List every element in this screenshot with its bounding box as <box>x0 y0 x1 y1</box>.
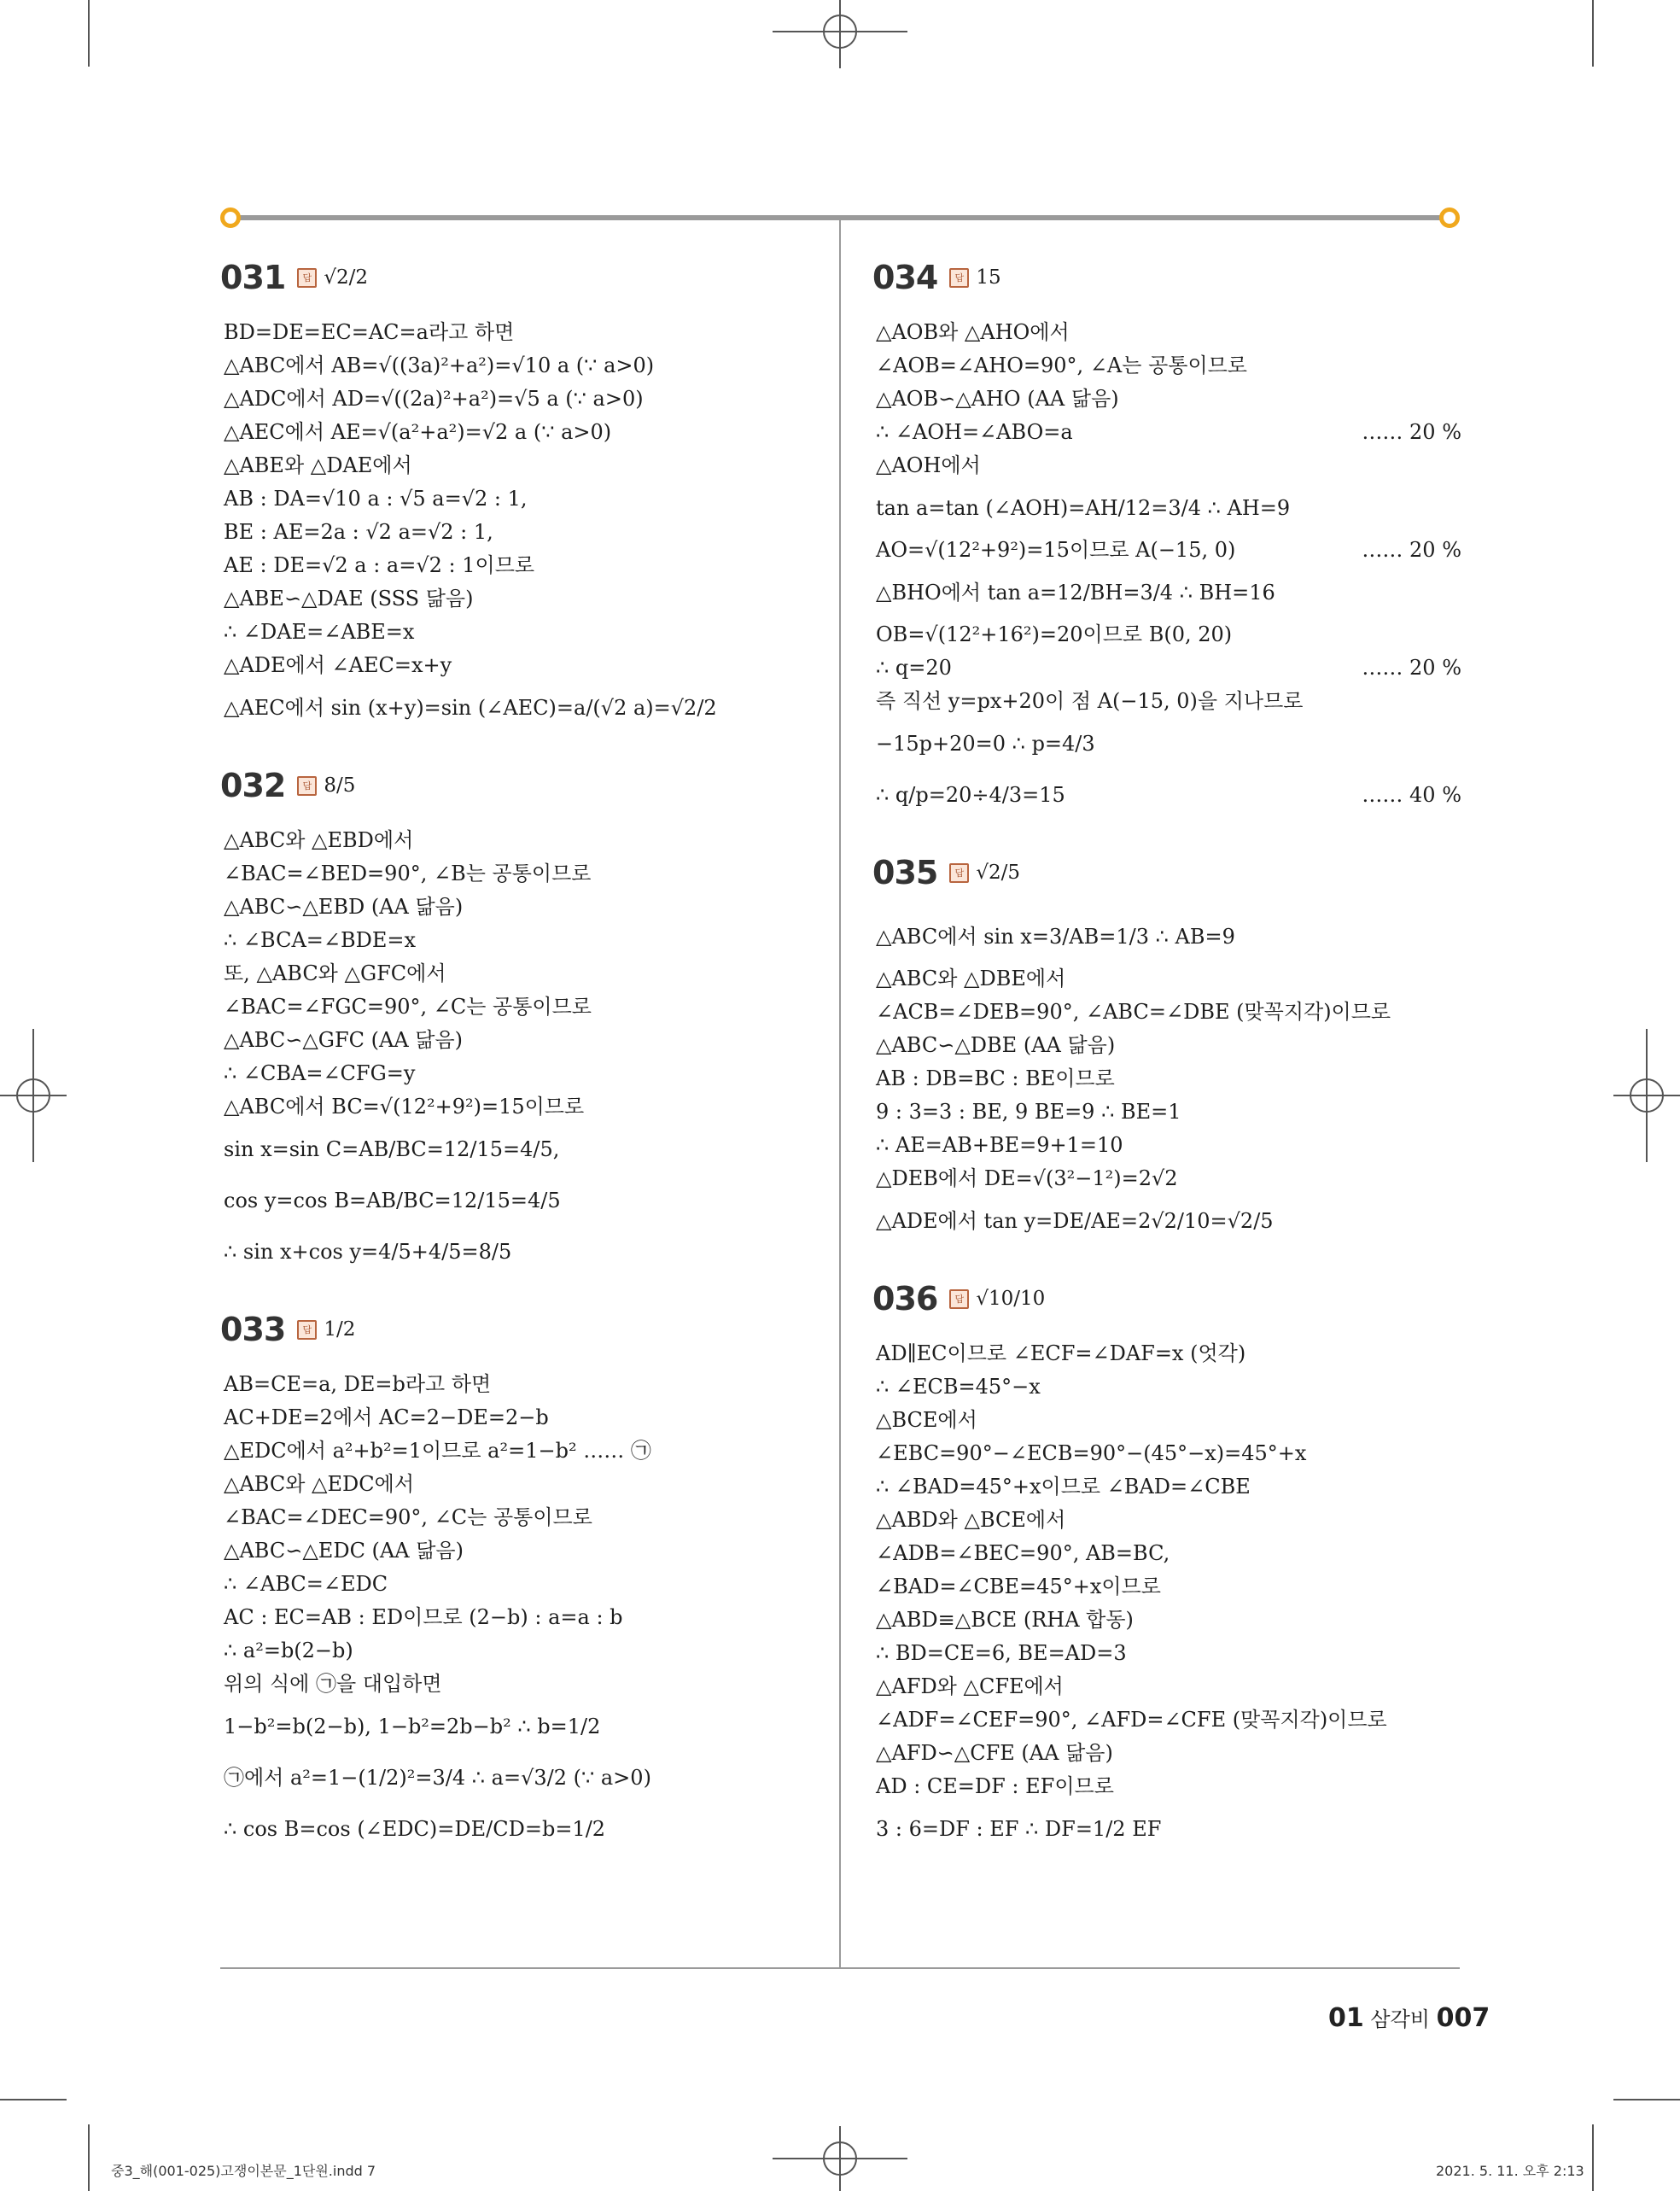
solution-text: ∴ ∠BAD=45°+x이므로 ∠BAD=∠CBE <box>876 1475 1251 1499</box>
solution-line <box>872 449 1461 482</box>
registration-mark <box>1630 1078 1664 1113</box>
solution-line <box>872 1162 1461 1195</box>
solution-line <box>220 924 814 957</box>
solution-text: cos y=cos B=AB/BC=12/15=4/5 <box>224 1189 561 1212</box>
solution-text: AO=√(12²+9²)=15이므로 A(−15, 0) <box>876 538 1236 562</box>
solution-line <box>872 618 1461 651</box>
answer-badge: 답 <box>949 268 969 288</box>
solution-text: △ABC∽△EBD (AA 닮음) <box>224 895 464 919</box>
answer-value: 15 <box>976 266 1001 289</box>
problem-header <box>220 1300 814 1359</box>
right-ornament <box>1439 207 1460 228</box>
solution-text: ∴ ∠CBA=∠CFG=y <box>224 1061 416 1085</box>
solution-line <box>220 1534 814 1568</box>
solution-line <box>872 685 1461 718</box>
solution-line <box>872 1129 1461 1162</box>
solution-line <box>872 996 1461 1029</box>
solution-text: △ABC에서 BC=√(12²+9²)=15이므로 <box>224 1095 585 1119</box>
solution-text: AC : EC=AB : ED이므로 (2−b) : a=a : b <box>224 1605 623 1629</box>
score-percent: …… 20 % <box>1362 656 1461 680</box>
solution-text: △AOB와 △AHO에서 <box>876 320 1070 344</box>
solution-line <box>872 1404 1461 1437</box>
solution-text: ∴ q=20 <box>876 656 952 680</box>
chapter-title: 삼각비 <box>1370 2007 1430 2031</box>
solution-line <box>220 1175 814 1226</box>
answer-value: 1/2 <box>324 1318 356 1341</box>
solution-line <box>220 549 814 582</box>
solution-line <box>872 1537 1461 1570</box>
solution-line <box>872 316 1461 349</box>
solution-text: BE : AE=2a : √2 a=√2 : 1, <box>224 520 493 544</box>
problem-header <box>220 756 814 815</box>
problem-number: 033 <box>220 1311 286 1348</box>
answer-badge: 답 <box>949 863 969 883</box>
solution-line <box>872 349 1461 383</box>
solution-line <box>220 1226 814 1277</box>
slug-date: 2021. 5. 11. 오후 2:13 <box>1436 2163 1584 2179</box>
solution-line <box>872 1604 1461 1637</box>
solution-text: △ABC에서 AB=√((3a)²+a²)=√10 a (∵ a>0) <box>224 353 655 377</box>
solution-line <box>220 449 814 482</box>
solution-line <box>872 1096 1461 1129</box>
chapter-number: 01 <box>1328 2003 1364 2033</box>
solution-line <box>220 1468 814 1501</box>
solution-line <box>872 911 1461 962</box>
solution-text: △ADE에서 ∠AEC=x+y <box>224 653 452 677</box>
solution-text: △ADC에서 AD=√((2a)²+a²)=√5 a (∵ a>0) <box>224 387 644 411</box>
solution-text: 또, △ABC와 △GFC에서 <box>224 961 446 985</box>
solution-text: ∴ ∠DAE=∠ABE=x <box>224 620 415 644</box>
registration-mark <box>823 15 857 49</box>
problem-number: 036 <box>872 1280 938 1318</box>
solution-line <box>872 383 1461 416</box>
solution-text: △ADE에서 tan y=DE/AE=2√2/10=√2/5 <box>876 1209 1274 1233</box>
solution-text: AD∥EC이므로 ∠ECF=∠DAF=x (엇각) <box>876 1341 1246 1365</box>
solution-text: 위의 식에 ㉠을 대입하면 <box>224 1672 442 1696</box>
solution-line <box>220 316 814 349</box>
score-percent: …… 20 % <box>1362 538 1461 562</box>
solution-text: tan a=tan (∠AOH)=AH/12=3/4 ∴ AH=9 <box>876 496 1291 520</box>
solution-line <box>220 1601 814 1634</box>
solution-line <box>220 1501 814 1534</box>
solution-line <box>220 1752 814 1803</box>
score-percent: …… 20 % <box>1362 420 1461 444</box>
solution-text: ∴ ∠BCA=∠BDE=x <box>224 928 417 952</box>
solution-text: ∴ a²=b(2−b) <box>224 1639 353 1662</box>
solution-text: BD=DE=EC=AC=a라고 하면 <box>224 320 515 344</box>
crop-mark <box>1613 2099 1680 2100</box>
left-column <box>220 248 814 1855</box>
solution-text: ∠ACB=∠DEB=90°, ∠ABC=∠DBE (맞꼭지각)이므로 <box>876 1000 1391 1024</box>
solution-line <box>220 1090 814 1124</box>
solution-text: ∴ BD=CE=6, BE=AD=3 <box>876 1641 1127 1665</box>
solution-text: ∠BAC=∠DEC=90°, ∠C는 공통이므로 <box>224 1505 592 1529</box>
registration-mark <box>16 1078 50 1113</box>
solution-line <box>872 718 1461 769</box>
solution-text: ∴ ∠ABC=∠EDC <box>224 1572 388 1596</box>
solution-line <box>220 1701 814 1752</box>
solution-text: △ABE와 △DAE에서 <box>224 453 412 477</box>
solution-line <box>220 416 814 449</box>
solution-line <box>872 1737 1461 1770</box>
solution-line <box>220 682 814 733</box>
solution-text: 9 : 3=3 : BE, 9 BE=9 ∴ BE=1 <box>876 1100 1181 1124</box>
crop-mark <box>0 2099 67 2100</box>
solution-line <box>872 534 1461 567</box>
solution-line <box>872 1803 1461 1855</box>
solution-text: ∠EBC=90°−∠ECB=90°−(45°−x)=45°+x <box>876 1441 1307 1465</box>
answer-value: √2/2 <box>324 266 368 289</box>
answer-badge: 답 <box>297 776 317 796</box>
solution-line <box>220 1634 814 1668</box>
solution-line <box>220 857 814 891</box>
solution-text: △ABC와 △DBE에서 <box>876 967 1066 990</box>
solution-text: AC+DE=2에서 AC=2−DE=2−b <box>224 1405 549 1429</box>
solution-line <box>220 1568 814 1601</box>
solution-line <box>220 990 814 1024</box>
problem-number: 032 <box>220 767 286 804</box>
solution-line <box>872 962 1461 996</box>
solution-text: △ABE∽△DAE (SSS 닮음) <box>224 587 474 611</box>
solution-text: ∴ ∠ECB=45°−x <box>876 1375 1041 1399</box>
solution-line <box>220 383 814 416</box>
solution-line <box>220 891 814 924</box>
solution-text: △ABC∽△DBE (AA 닮음) <box>876 1033 1116 1057</box>
solution-line <box>872 1370 1461 1404</box>
answer-badge: 답 <box>949 1289 969 1309</box>
solution-line <box>220 1803 814 1855</box>
solution-text: △AEC에서 sin (x+y)=sin (∠AEC)=a/(√2 a)=√2/2 <box>224 696 717 720</box>
solution-line <box>872 1029 1461 1062</box>
page-footer <box>1328 2002 1490 2033</box>
solution-line <box>872 1195 1461 1247</box>
solution-line <box>220 482 814 516</box>
solution-text: ∴ ∠AOH=∠ABO=a <box>876 420 1073 444</box>
problem-header <box>872 843 1461 903</box>
solution-text: AE : DE=√2 a : a=√2 : 1이므로 <box>224 553 535 577</box>
solution-line <box>220 582 814 616</box>
answer-value: √10/10 <box>976 1288 1046 1310</box>
solution-text: △ABC∽△EDC (AA 닮음) <box>224 1539 464 1563</box>
solution-line <box>220 516 814 549</box>
solution-text: △BHO에서 tan a=12/BH=3/4 ∴ BH=16 <box>876 581 1275 605</box>
solution-text: ∠ADB=∠BEC=90°, AB=BC, <box>876 1541 1170 1565</box>
solution-line <box>872 1437 1461 1470</box>
score-percent: …… 40 % <box>1362 783 1461 807</box>
crop-mark <box>1592 2124 1594 2191</box>
solution-line <box>872 1470 1461 1504</box>
solution-text: △ABD≡△BCE (RHA 합동) <box>876 1608 1134 1632</box>
solution-text: AB : DA=√10 a : √5 a=√2 : 1, <box>224 487 528 511</box>
solution-text: △ABC와 △EBD에서 <box>224 828 414 852</box>
solution-text: −15p+20=0 ∴ p=4/3 <box>876 732 1095 756</box>
solution-text: △ABD와 △BCE에서 <box>876 1508 1066 1532</box>
solution-text: △AFD와 △CFE에서 <box>876 1674 1064 1698</box>
crop-mark <box>88 0 90 67</box>
right-column <box>872 248 1461 1855</box>
solution-line <box>220 349 814 383</box>
solution-line <box>220 1124 814 1175</box>
registration-mark <box>823 2141 857 2176</box>
solution-line <box>872 1062 1461 1096</box>
crop-mark <box>1592 0 1594 67</box>
solution-line <box>872 1703 1461 1737</box>
solution-text: △DEB에서 DE=√(3²−1²)=2√2 <box>876 1166 1178 1190</box>
solution-line <box>220 1368 814 1401</box>
solution-text: 즉 직선 y=px+20이 점 A(−15, 0)을 지나므로 <box>876 689 1304 713</box>
solution-text: △EDC에서 a²+b²=1이므로 a²=1−b² …… ㉠ <box>224 1439 651 1463</box>
solution-text: ∠AOB=∠AHO=90°, ∠A는 공통이므로 <box>876 353 1247 377</box>
solution-line <box>872 651 1461 685</box>
solution-line <box>872 567 1461 618</box>
solution-text: △AOB∽△AHO (AA 닮음) <box>876 387 1119 411</box>
solution-line <box>220 1668 814 1701</box>
solution-text: AB : DB=BC : BE이므로 <box>876 1066 1115 1090</box>
solution-line <box>220 957 814 990</box>
solution-text: ∠BAD=∠CBE=45°+x이므로 <box>876 1575 1161 1598</box>
solution-line <box>872 1770 1461 1803</box>
solution-text: ∠BAC=∠FGC=90°, ∠C는 공통이므로 <box>224 995 592 1019</box>
bottom-rule <box>220 1967 1460 1969</box>
solution-text: △AFD∽△CFE (AA 닮음) <box>876 1741 1113 1765</box>
solution-line <box>220 649 814 682</box>
problem-header <box>872 1269 1461 1329</box>
solution-text: 1−b²=b(2−b), 1−b²=2b−b² ∴ b=1/2 <box>224 1715 601 1738</box>
solution-line <box>872 1504 1461 1537</box>
problem-header <box>220 248 814 307</box>
solution-text: △ABC와 △EDC에서 <box>224 1472 414 1496</box>
solution-text: △BCE에서 <box>876 1408 977 1432</box>
page-number: 007 <box>1436 2003 1490 2033</box>
solution-line <box>220 616 814 649</box>
solution-text: ∠BAC=∠BED=90°, ∠B는 공통이므로 <box>224 862 592 885</box>
left-ornament <box>220 207 241 228</box>
solution-line <box>872 1670 1461 1703</box>
solution-text: sin x=sin C=AB/BC=12/15=4/5, <box>224 1137 560 1161</box>
slug-filename: 중3_해(001-025)고쟁이본문_1단원.indd 7 <box>111 2163 376 2179</box>
solution-line <box>220 1401 814 1434</box>
solution-text: △ABC∽△GFC (AA 닮음) <box>224 1028 464 1052</box>
solution-line <box>220 1057 814 1090</box>
problem-header <box>872 248 1461 307</box>
problem-number: 035 <box>872 854 938 891</box>
solution-text: ∴ sin x+cos y=4/5+4/5=8/5 <box>224 1240 512 1264</box>
solution-text: ∴ AE=AB+BE=9+1=10 <box>876 1133 1123 1157</box>
solution-line <box>220 1434 814 1468</box>
column-divider <box>839 220 841 1969</box>
solution-text: △ABC에서 sin x=3/AB=1/3 ∴ AB=9 <box>876 925 1235 949</box>
problem-number: 034 <box>872 259 938 296</box>
answer-badge: 답 <box>297 268 317 288</box>
solution-line <box>872 1337 1461 1370</box>
solution-line <box>872 416 1461 449</box>
solution-text: OB=√(12²+16²)=20이므로 B(0, 20) <box>876 622 1233 646</box>
solution-line <box>872 1570 1461 1604</box>
solution-line <box>872 769 1461 821</box>
solution-text: 3 : 6=DF : EF ∴ DF=1/2 EF <box>876 1817 1162 1841</box>
crop-mark <box>88 2124 90 2191</box>
solution-text: AD : CE=DF : EF이므로 <box>876 1774 1114 1798</box>
solution-text: △AEC에서 AE=√(a²+a²)=√2 a (∵ a>0) <box>224 420 612 444</box>
answer-value: √2/5 <box>976 862 1020 884</box>
solution-text: AB=CE=a, DE=b라고 하면 <box>224 1372 492 1396</box>
problem-number: 031 <box>220 259 286 296</box>
solution-text: △AOH에서 <box>876 453 981 477</box>
solution-text: ㉠에서 a²=1−(1/2)²=3/4 ∴ a=√3/2 (∵ a>0) <box>224 1766 651 1790</box>
answer-value: 8/5 <box>324 774 356 797</box>
solution-line <box>220 824 814 857</box>
solution-text: ∴ q/p=20÷4/3=15 <box>876 783 1065 807</box>
solution-line <box>872 482 1461 534</box>
solution-text: ∴ cos B=cos (∠EDC)=DE/CD=b=1/2 <box>224 1817 606 1841</box>
answer-badge: 답 <box>297 1320 317 1340</box>
solution-line <box>872 1637 1461 1670</box>
solution-line <box>220 1024 814 1057</box>
solution-text: ∠ADF=∠CEF=90°, ∠AFD=∠CFE (맞꼭지각)이므로 <box>876 1708 1387 1732</box>
